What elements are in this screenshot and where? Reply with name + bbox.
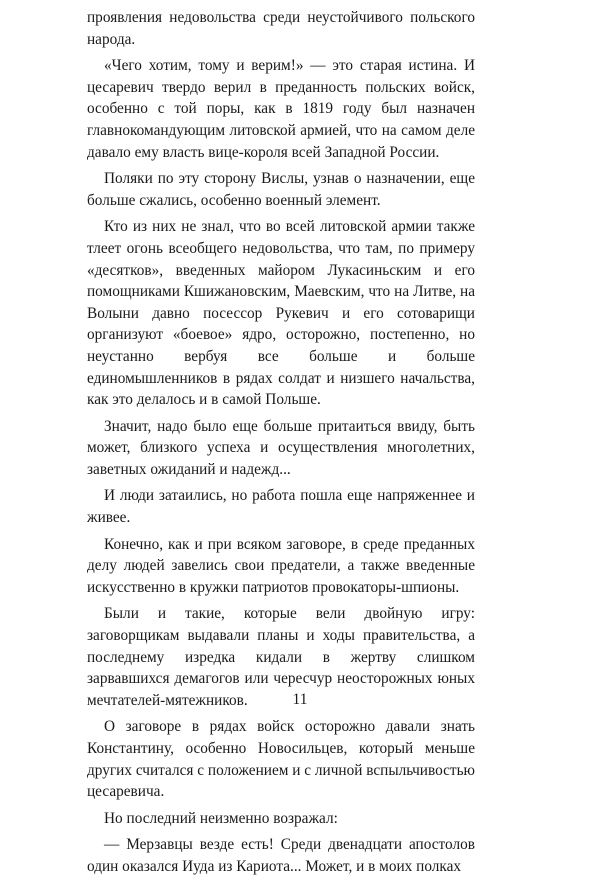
paragraph: — Мерзавцы везде есть! Среди двенадцати апостолов один оказался Иуда из Кариота... Может, и в моих полках	[87, 836, 475, 875]
paragraph: Конечно, как и при всяком заговоре, в среде преданных делу людей завелись свои предатели, а также введенные искусственно в кружки патриотов провокаторы-шпионы.	[87, 535, 475, 596]
body-text	[87, 7, 475, 883]
paragraph-continuation: проявления недовольства среди неустойчивого польского народа.	[87, 9, 475, 48]
paragraph: О заговоре в рядах войск осторожно давали знать Константину, особенно Новосильцев, который меньше других считался с положением и с личной вспыльчивостью цесаревича.	[87, 718, 475, 801]
page-number: 11	[292, 691, 308, 708]
paragraph: Кто из них не знал, что во всей литовской армии также тлеет огонь всеобщего недовольства, что там, по примеру «десятков», введенных майором Лукасиньским и его помощниками Кшижановским, Маевским, что на Литве, на Волыни давно посессор Рукевич и его сотоварищи организуют «боевое» ядро, осторожно, постепенно, но неустанно вербуя все больше и больше единомышленников в рядах солдат и низшего начальства, как это делалось и в самой Польше.	[87, 218, 475, 409]
paragraph: «Чего хотим, тому и верим!» — это старая истина. И цесаревич твердо верил в преданность польских войск, особенно с той поры, как в 1819 году был назначен главнокомандующим литовской армией, что на самом деле давало ему власть вице-короля всей Западной России.	[87, 57, 475, 161]
paragraph: И люди затаились, но работа пошла еще напряженнее и живее.	[87, 487, 475, 527]
paragraph: Значит, надо было еще больше притаиться ввиду, быть может, близкого успеха и осуществления многолетних, заветных ожиданий и надежд...	[87, 417, 475, 478]
paragraph: Но последний неизменно возражал:	[104, 809, 338, 827]
paragraph: Поляки по эту сторону Вислы, узнав о назначении, еще больше сжались, особенно военный элемент.	[87, 170, 475, 209]
paragraph: Были и такие, которые вели двойную игру: заговорщикам выдавали планы и ходы правительства, а последнему изредка кидали в жертву слишком зарвавшихся демагогов или чересчур неосторожных юных мечтателей-мятежников.	[87, 605, 475, 709]
